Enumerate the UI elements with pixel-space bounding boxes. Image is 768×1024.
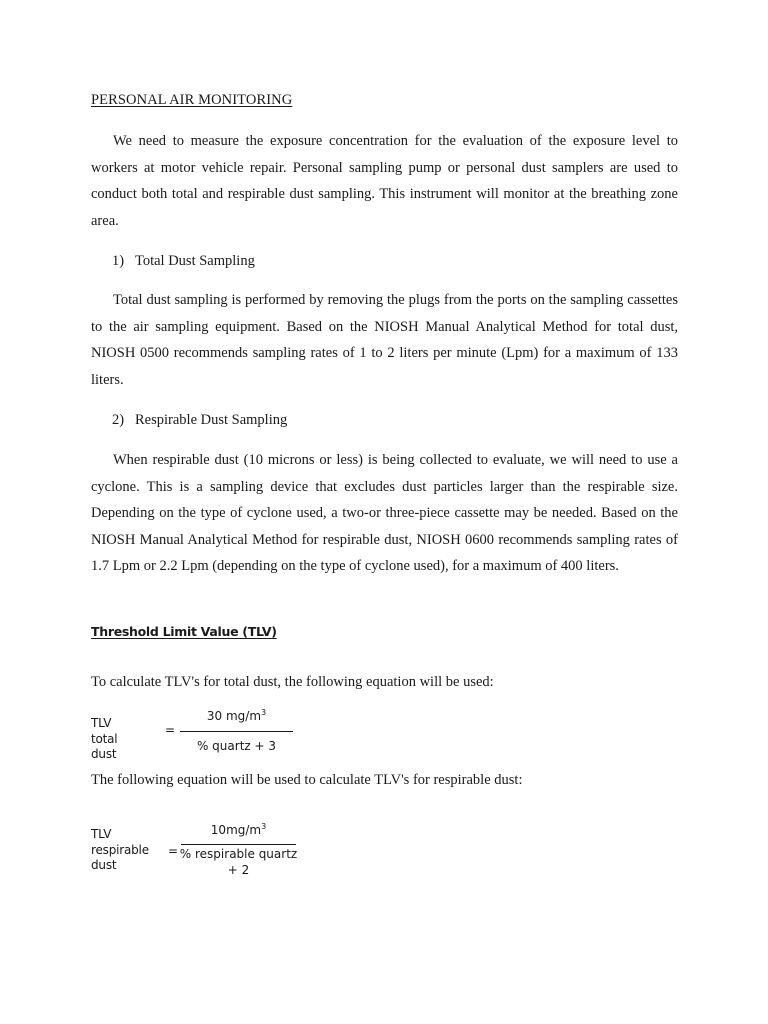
equals-sign: =: [168, 844, 179, 858]
tlv-respirable-intro: The following equation will be used to calculate TLV's for respirable dust:: [91, 772, 523, 788]
numerator-text: 30 mg/m: [206, 709, 262, 723]
total-dust-paragraph: Total dust sampling is performed by removing the plugs from the ports on the sampling cassettes to the air sampling equipment. Based on the NIOSH Manual Analytical Method for total dust, NIOSH 0500 recommends sampling rates of 1 to 2 liters per minute (Lpm) for a maximum of 133 liters.: [91, 292, 678, 388]
intro-paragraph: We need to measure the exposure concentration for the evaluation of the exposure level to workers at motor vehicle repair. Personal sampling pump or personal dust samplers are used to conduct both total and respirable dust sampling. This instrument will monitor at the breathing zone area.: [91, 133, 678, 229]
equation-numerator: [181, 823, 296, 837]
denominator-line: % respirable quartz: [179, 847, 298, 861]
list-label: Total Dust Sampling: [135, 253, 255, 269]
list-number: 1): [112, 253, 125, 269]
fraction-bar: [180, 731, 293, 732]
label-line: TLV: [91, 716, 112, 730]
equation-label: [91, 716, 117, 763]
label-line: respirable: [91, 842, 149, 857]
equation-numerator: [180, 709, 293, 723]
page-heading: PERSONAL AIR MONITORING: [91, 92, 293, 108]
equation-denominator: [176, 847, 301, 878]
list-item-total-dust: [112, 253, 255, 270]
equation-label: [91, 827, 149, 874]
numerator-exponent: 3: [261, 822, 267, 831]
tlv-total-intro: To calculate TLV's for total dust, the following equation will be used:: [91, 674, 494, 690]
list-number: 2): [112, 412, 125, 428]
label-line: TLV: [91, 827, 112, 841]
list-label: Respirable Dust Sampling: [135, 412, 288, 428]
numerator-exponent: 3: [261, 708, 267, 717]
label-line: total dust: [91, 731, 118, 761]
fraction-bar: [181, 844, 296, 845]
label-line: dust: [91, 858, 117, 872]
respirable-dust-paragraph: When respirable dust (10 microns or less) is being collected to evaluate, we will need to use a cyclone. This is a sampling device that excludes dust particles larger than the respirable size. Depending on the type of cyclone used, a two-or three-piece cassette may be needed. Based on the NIOSH Manual Analytical Method for respirable dust, NIOSH 0600 recommends sampling rates of 1.7 Lpm or 2.2 Lpm (depending on the type of cyclone used), for a maximum of 400 liters.: [91, 452, 678, 574]
list-item-respirable-dust: [112, 412, 287, 429]
numerator-text: 10mg/m: [210, 823, 262, 837]
denominator-line: + 2: [227, 862, 250, 877]
equals-sign: =: [165, 723, 176, 737]
equation-denominator: % quartz + 3: [196, 739, 277, 753]
tlv-section-title: Threshold Limit Value (TLV): [91, 624, 277, 639]
